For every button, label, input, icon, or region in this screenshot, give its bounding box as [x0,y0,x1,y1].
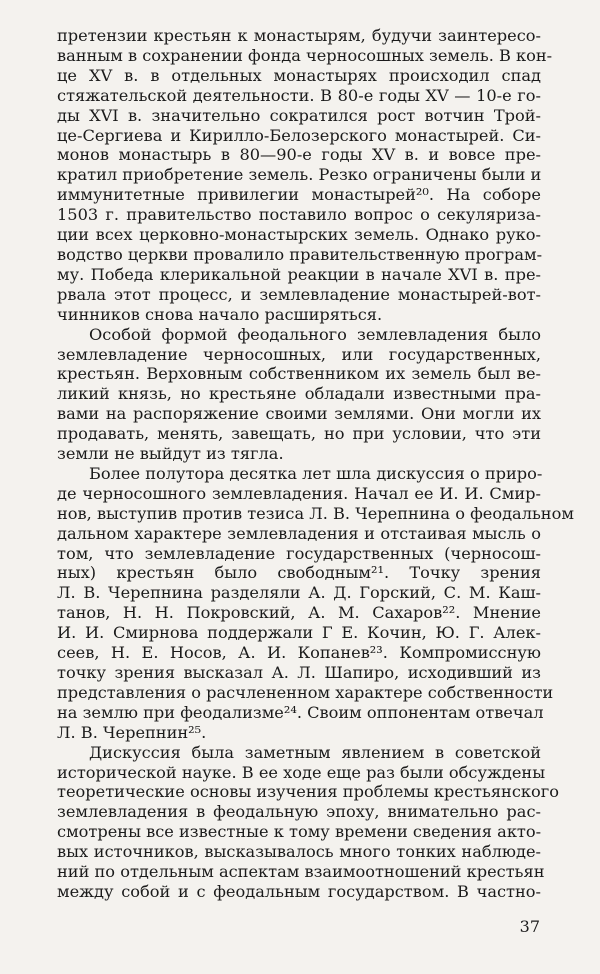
text-line: сеев, Н. Е. Носов, А. И. Копанев²³. Компромиссную [57,643,541,663]
page-body [57,26,574,946]
text-line: крестьян. Верховным собственником их земель был ве- [57,364,541,384]
text-line: рвала этот процесс, и землевладение монастырей-вот- [57,284,541,304]
text-line: землевладения в феодальную эпоху, внимательно рас- [57,802,541,822]
text-line: Л. В. Черепнин²⁵. [57,722,207,742]
text-line: дальном характере землевладения и отстаивая мысль о [57,523,541,543]
text-line: исторической науке. В ее ходе еще раз были обсуждены [57,762,546,782]
paragraph-1 [57,26,553,325]
text-line: монов монастырь в 80—90-е годы XV в. и вовсе пре- [57,145,541,165]
text-line: точку зрения высказал А. Л. Шапиро, исходивший из [57,663,541,682]
text-line: ции всех церковно-монастырских земель. Однако руко- [57,225,541,245]
text-line: между собой и с феодальным государством. В частно- [57,881,541,901]
text-line: Особой формой феодального землевладения было [89,324,541,344]
text-line: танов, Н. Н. Покровский, А. М. Сахаров²². Мнение [57,603,541,623]
text-line: де черносошного землевладения. Начал ее И. И. Смир- [57,483,541,503]
text-line: Дискуссия была заметным явлением в советской [89,742,541,762]
text-line: ды XVI в. значительно сократился рост вотчин Трой- [57,105,541,125]
text-line: продавать, менять, завещать, но при условии, что эти [57,424,541,444]
text-line: кратил приобретение земель. Резко ограничены были и [57,165,542,185]
text-line: смотрены все известные к тому времени сведения акто- [57,822,542,842]
text-line: Л. В. Черепнина разделяли А. Д. Горский, С. М. Каш- [57,583,541,603]
text-line: нов, выступив против тезиса Л. В. Черепнина о феодальном [57,503,574,523]
text-line: теоретические основы изучения проблемы крестьянского [57,782,559,802]
text-line: претензии крестьян к монастырям, будучи заинтересо- [57,26,541,45]
text-line: 1503 г. правительство поставило вопрос о секуляриза- [57,205,541,225]
paragraph-3 [57,463,574,743]
text-line: водство церкви провалило правительственную програм- [57,244,543,264]
text-line: ний по отдельным аспектам взаимоотношений крестьян [57,862,545,882]
text-line: вами на распоряжение своими землями. Они могли их [57,404,541,424]
paragraph-2 [57,325,541,464]
text-line: чинников снова начало расширяться. [57,304,383,324]
text-line: му. Победа клерикальной реакции в начале XVI в. пре- [57,264,541,284]
text-line: стяжательской деятельности. В 80-е годы XV — 10-е го- [57,85,541,105]
text-line: на землю при феодализме²⁴. Своим оппонентам отвечал [57,702,544,722]
text-line: це XV в. в отдельных монастырях происходил спад [57,65,541,85]
paragraph-4 [57,742,559,902]
text-line: представления о расчлененном характере собственности [57,682,554,702]
text-line: землевладение черносошных, или государственных, [57,344,541,364]
text-line: ванным в сохранении фонда черносошных земель. В кон- [57,45,553,65]
text-line: иммунитетные привилегии монастырей²⁰. На соборе [57,185,541,205]
text-line: земли не выйдут из тягла. [57,444,284,464]
text-line: И. И. Смирнова поддержали Г Е. Кочин, Ю. Г. Алек- [57,623,541,643]
page-number: 37 [519,917,540,936]
text-line: том, что землевладение государственных (черносош- [57,543,541,563]
text-line: це-Сергиева и Кирилло-Белозерского монастырей. Си- [57,125,541,145]
text-line: ликий князь, но крестьяне обладали известными пра- [57,384,541,404]
text-line: Более полутора десятка лет шла дискуссия о приро- [89,463,543,483]
text-line: ных) крестьян было свободным²¹. Точку зрения [57,563,541,583]
text-line: вых источников, высказывалось много тонких наблюде- [57,842,541,862]
